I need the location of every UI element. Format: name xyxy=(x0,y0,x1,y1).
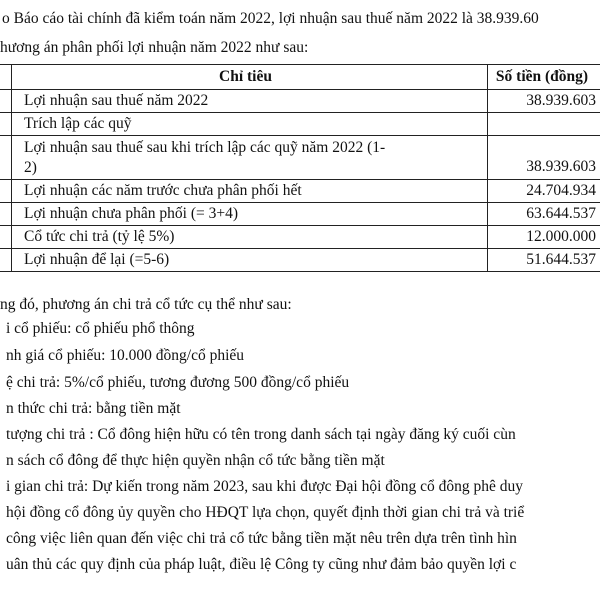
row-amount: 63.644.537 xyxy=(488,203,600,226)
body-line-6: tượng chi trả : Cổ đông hiện hữu có tên trong danh sách tại ngày đăng ký cuối cùn xyxy=(6,426,516,443)
table-row xyxy=(0,180,600,203)
row-label-line-2: 2) xyxy=(24,158,37,176)
body-line-9: hội đồng cổ đông ủy quyền cho HĐQT lựa chọn, quyết định thời gian chi trả và triể xyxy=(6,504,525,521)
row-amount: 12.000.000 xyxy=(488,226,600,249)
row-label xyxy=(12,136,488,180)
body-line-7: n sách cổ đông để thực hiện quyền nhận cổ tức bằng tiền mặt xyxy=(6,452,385,469)
row-amount xyxy=(488,113,600,136)
row-amount: 38.939.603 xyxy=(488,90,600,113)
row-label: Lợi nhuận để lại (=5-6) xyxy=(12,249,488,272)
row-amount: 24.704.934 xyxy=(488,180,600,203)
table-row xyxy=(0,226,600,249)
body-line-4: ệ chi trả: 5%/cổ phiếu, tương đương 500 đồng/cổ phiếu xyxy=(6,374,350,391)
table-row xyxy=(0,136,600,180)
table-row xyxy=(0,249,600,272)
body-line-5: n thức chi trả: bằng tiền mặt xyxy=(6,400,181,417)
body-line-2: i cổ phiếu: cổ phiếu phổ thông xyxy=(6,320,195,337)
body-line-11: uân thủ các quy định của pháp luật, điều lệ Công ty cũng như đảm bảo quyền lợi c xyxy=(6,556,517,573)
table-header-item: Chỉ tiêu xyxy=(12,65,488,90)
row-label: Trích lập các quỹ xyxy=(12,113,488,136)
row-amount: 51.644.537 xyxy=(488,249,600,272)
row-label: Lợi nhuận các năm trước chưa phân phối hết xyxy=(12,180,488,203)
profit-distribution-table xyxy=(0,64,600,272)
row-amount: 38.939.603 xyxy=(488,136,600,180)
body-line-3: nh giá cổ phiếu: 10.000 đồng/cổ phiếu xyxy=(6,347,245,364)
table-header-index xyxy=(0,65,12,90)
body-line-10: công việc liên quan đến việc chi trả cổ tức bằng tiền mặt nêu trên dựa trên tình hìn xyxy=(6,530,517,547)
table-header-amount: Số tiền (đồng) xyxy=(488,65,600,90)
body-line-1: ng đó, phương án chi trả cổ tức cụ thể như sau: xyxy=(0,296,292,313)
row-label-line-1: Lợi nhuận sau thuế sau khi trích lập các quỹ năm 2022 (1- xyxy=(24,138,386,156)
row-label: Cổ tức chi trả (tỷ lệ 5%) xyxy=(12,226,488,249)
table-row xyxy=(0,90,600,113)
body-line-8: i gian chi trả: Dự kiến trong năm 2023, sau khi được Đại hội đồng cổ đông phê duy xyxy=(6,478,524,495)
intro-line-2: hương án phân phối lợi nhuận năm 2022 như sau: xyxy=(0,39,309,56)
table-row xyxy=(0,203,600,226)
table-header-row xyxy=(0,65,600,90)
table-row xyxy=(0,113,600,136)
row-label: Lợi nhuận sau thuế năm 2022 xyxy=(12,90,488,113)
row-label: Lợi nhuận chưa phân phối (= 3+4) xyxy=(12,203,488,226)
intro-line-1: o Báo cáo tài chính đã kiểm toán năm 2022, lợi nhuận sau thuế năm 2022 là 38.939.60 xyxy=(2,10,539,27)
